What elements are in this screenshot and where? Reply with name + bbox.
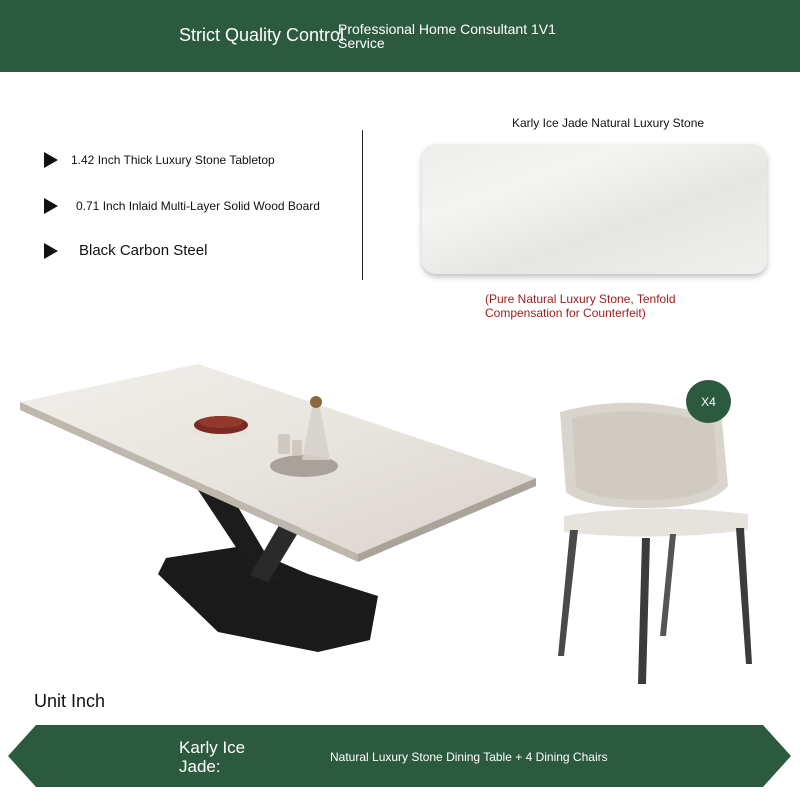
dining-chair-image	[550, 396, 760, 688]
feature-item-carbon-steel	[44, 242, 207, 259]
feature-label: Black Carbon Steel	[79, 242, 208, 259]
play-arrow-icon	[44, 152, 58, 168]
consultant-service-label: Professional Home Consultant 1V1 Service	[338, 21, 556, 51]
unit-label: Unit Inch	[34, 691, 106, 711]
feature-label: 0.71 Inch Inlaid Multi-Layer Solid Wood Board	[76, 199, 320, 213]
quality-control-label: Strict Quality Control	[179, 25, 345, 45]
feature-item-tabletop	[44, 152, 275, 168]
vertical-divider	[362, 130, 363, 280]
stone-sample-image	[422, 144, 767, 274]
stone-note: (Pure Natural Luxury Stone, Tenfold Compensation for Counterfeit)	[485, 292, 676, 320]
feature-label: 1.42 Inch Thick Luxury Stone Tabletop	[71, 153, 275, 167]
chair-quantity-badge: X4	[686, 380, 731, 423]
play-arrow-icon	[44, 198, 58, 214]
play-arrow-icon	[44, 243, 58, 259]
footer-product-description: Natural Luxury Stone Dining Table + 4 Dining Chairs	[330, 750, 608, 764]
feature-item-wood-board	[44, 198, 320, 214]
stone-caption: Karly Ice Jade Natural Luxury Stone	[511, 116, 705, 130]
footer-product-name: Karly Ice Jade:	[179, 738, 246, 776]
dining-table-image	[18, 360, 543, 660]
